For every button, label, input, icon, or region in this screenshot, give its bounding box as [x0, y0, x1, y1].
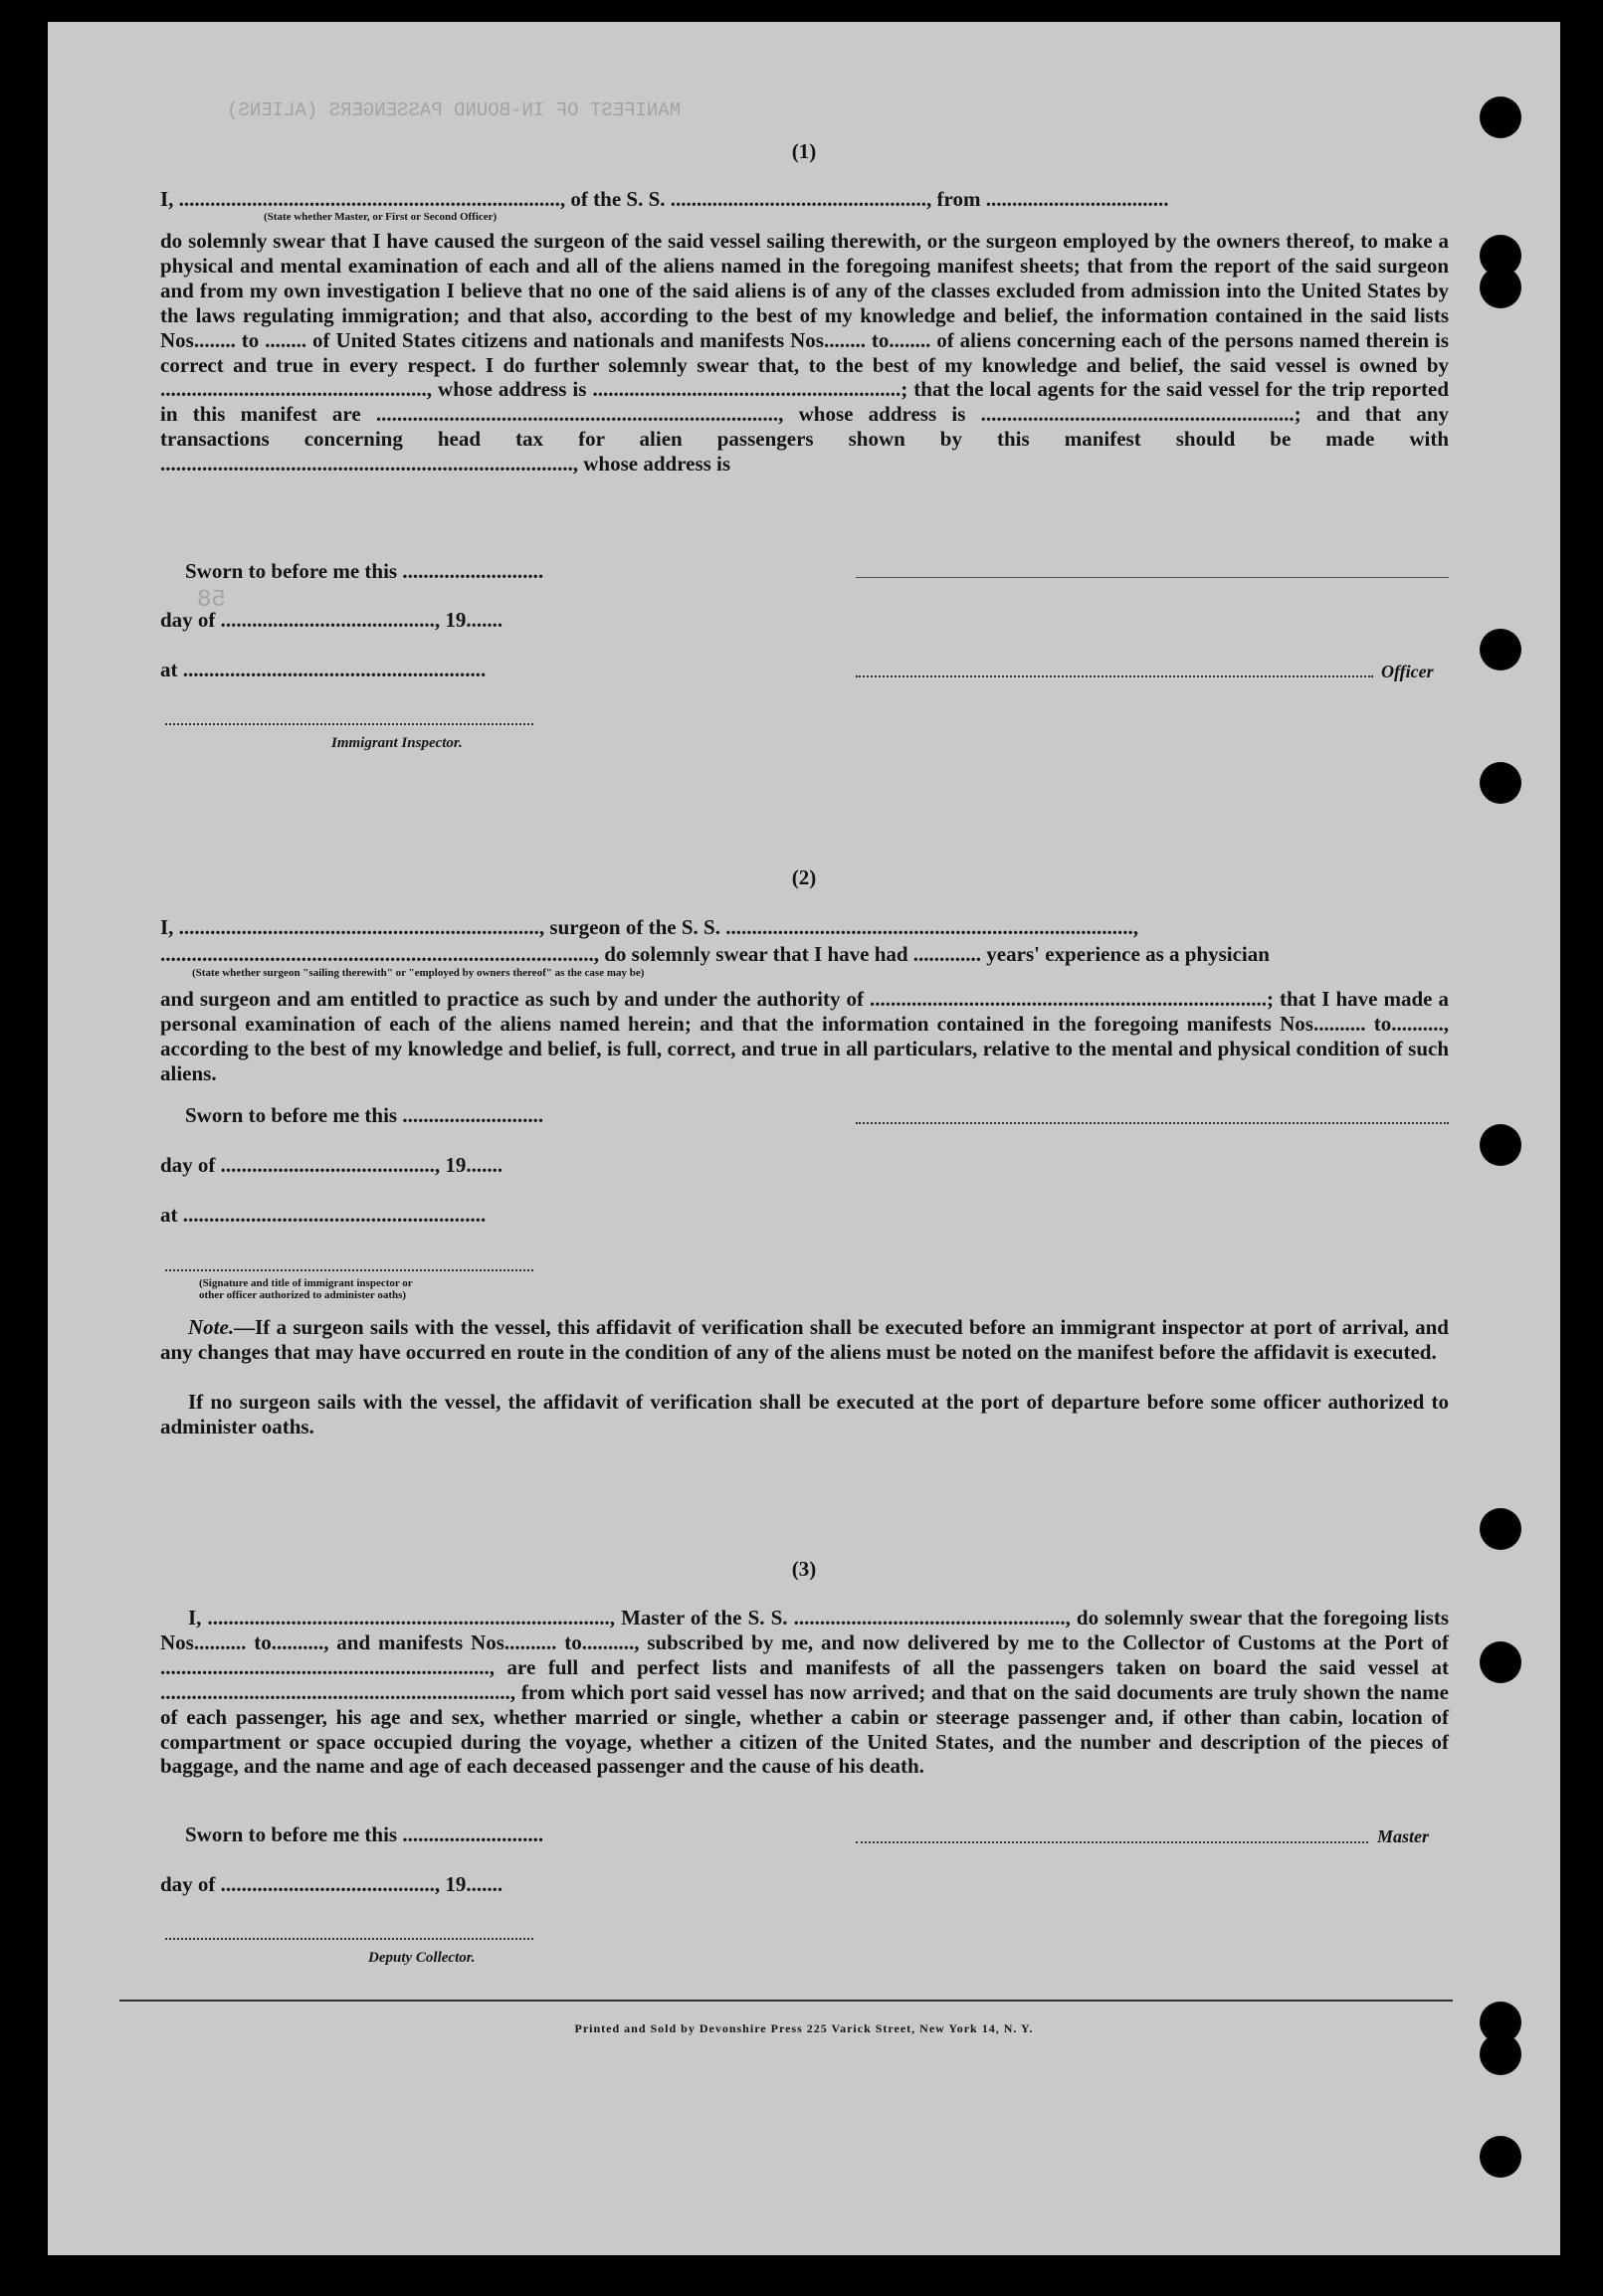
section-1-day: day of ........................................., 19....... [160, 608, 503, 632]
section-1-sworn: Sworn to before me this ........................... [185, 559, 544, 583]
section-2-sworn: Sworn to before me this ........................... [185, 1103, 544, 1127]
section-2-note-1 [160, 1315, 1449, 1365]
bleed-through-heading: MANIFEST OF IN-BOUND PASSENGERS (ALIENS) [227, 99, 682, 121]
section-3-sworn: Sworn to before me this ........................... [185, 1822, 544, 1846]
binder-hole [1480, 96, 1521, 138]
printer-imprint: Printed and Sold by Devonshire Press 225 Varick Street, New York 14, N. Y. [574, 2021, 1034, 2035]
bleed-through-number: 58 [197, 587, 226, 614]
binder-hole [1480, 1124, 1521, 1166]
section-1-number: (1) [791, 139, 817, 163]
note-1-text: —If a surgeon sails with the vessel, this affidavit of verification shall be executed before an immigrant inspector at port of arrival, and any changes that may have occurred en route in the condition of any of the aliens must be noted on the manifest before the affidavit is executed. [160, 1315, 1449, 1364]
footer-rule [119, 2000, 1453, 2002]
section-2-at: at .......................................................... [160, 1203, 487, 1227]
section-3-body: I, ............................................................................., Master of the S. S. ...................................................., do solemnly swear that the foregoing lists Nos.......... to.........., and manifests Nos.......... to.........., subscribed by me, and now delivered by me to the Collector of Customs at the Port of ..............................................................., are full and perfect lists and manifests of all the passengers taken on board the said vessel at ..................................................................., from which port said vessel has now arrived; and that on the said documents are truly shown the name of each passenger, his age and sex, whether married or single, whether a cabin or steerage passenger and, if other than cabin, location of compartment or space occupied during the voyage, whether a citizen of the United States, and the number and description of the pieces of baggage, and the name and age of each deceased passenger and the cause of his death. [160, 1606, 1449, 1779]
section-2-signature-line [856, 1122, 1449, 1124]
section-3-master-label: Master [1377, 1826, 1430, 1846]
binder-hole [1480, 267, 1521, 308]
section-2-surgeon-note: (State whether surgeon "sailing therewith" or "employed by owners thereof" as the case may be) [192, 967, 645, 979]
section-1-officer-label: Officer [1381, 662, 1434, 681]
section-3-master-line [856, 1841, 1368, 1843]
binder-hole [1480, 1508, 1521, 1550]
section-1-inspector-line [165, 723, 533, 725]
binder-hole [1480, 2136, 1521, 2178]
section-3-deputy-line [165, 1938, 533, 1940]
section-1-oath-line: I, ........................................................................., of the S. S. ................................................., from ................................... [160, 187, 1169, 211]
section-2-oath-line: I, ....................................................................., surgeon of the S. S. .............................................................................., [160, 915, 1138, 939]
binder-hole [1480, 2033, 1521, 2075]
section-1-officer-note: (State whether Master, or First or Second Officer) [264, 211, 498, 223]
note-title: Note. [188, 1315, 235, 1339]
section-2-note-2: If no surgeon sails with the vessel, the affidavit of verification shall be executed at the port of departure before some officer authorized to administer oaths. [160, 1390, 1449, 1438]
binder-hole [1480, 629, 1521, 670]
section-3-number: (3) [791, 1557, 817, 1581]
section-2-signature-note-1: (Signature and title of immigrant inspector or [199, 1277, 413, 1289]
form-sheet [48, 22, 1560, 2255]
section-1-officer-line [856, 675, 1373, 677]
section-1-body: do solemnly swear that I have caused the surgeon of the said vessel sailing therewith, or the surgeon employed by the owners thereof, to make a physical and mental examination of each and all of the aliens named in the foregoing manifest sheets; that from the report of the said surgeon and from my own investigation I believe that no one of the said aliens is of any of the classes excluded from admission into the United States by the laws regulating immigration; and that also, according to the best of my knowledge and belief, the information contained in the said lists Nos........ to ........ of United States citizens and nationals and manifests Nos........ to........ of aliens concerning each of the persons named therein is correct and true in every respect. I do further solemnly swear that, to the best of my knowledge and belief, the said vessel is owned by ..................................................., whose address is ...........................................................; that the local agents for the said vessel for the trip reported in this manifest are ............................................................................., whose address is ............................................................; and that any transactions concerning head tax for alien passengers shown by this manifest should be made with ..............................................................................., whose address is [160, 229, 1449, 477]
section-2-signature-note-2: other officer authorized to administer oaths) [199, 1289, 407, 1301]
binder-hole [1480, 762, 1521, 804]
section-1-at: at .......................................................... [160, 658, 487, 681]
section-2-experience-line: ..................................................................................., do solemnly swear that I have had ............. years' experience as a physician [160, 942, 1270, 966]
section-3-day: day of ........................................., 19....... [160, 1872, 503, 1896]
section-2-inspector-line [165, 1269, 533, 1271]
binder-hole [1480, 1641, 1521, 1683]
section-1-inspector-label: Immigrant Inspector. [331, 735, 463, 751]
section-2-number: (2) [791, 865, 817, 889]
section-1-signature-line [856, 577, 1449, 578]
section-2-body: and surgeon and am entitled to practice as such by and under the authority of ............................................................................; that I have made a personal examination of each of the aliens named herein; and that the information contained in the foregoing manifests Nos.......... to.........., according to the best of my knowledge and belief, is full, correct, and true in all particulars, relative to the mental and physical condition of such aliens. [160, 987, 1449, 1085]
section-3-deputy-label: Deputy Collector. [368, 1950, 476, 1966]
section-2-day: day of ........................................., 19....... [160, 1153, 503, 1177]
